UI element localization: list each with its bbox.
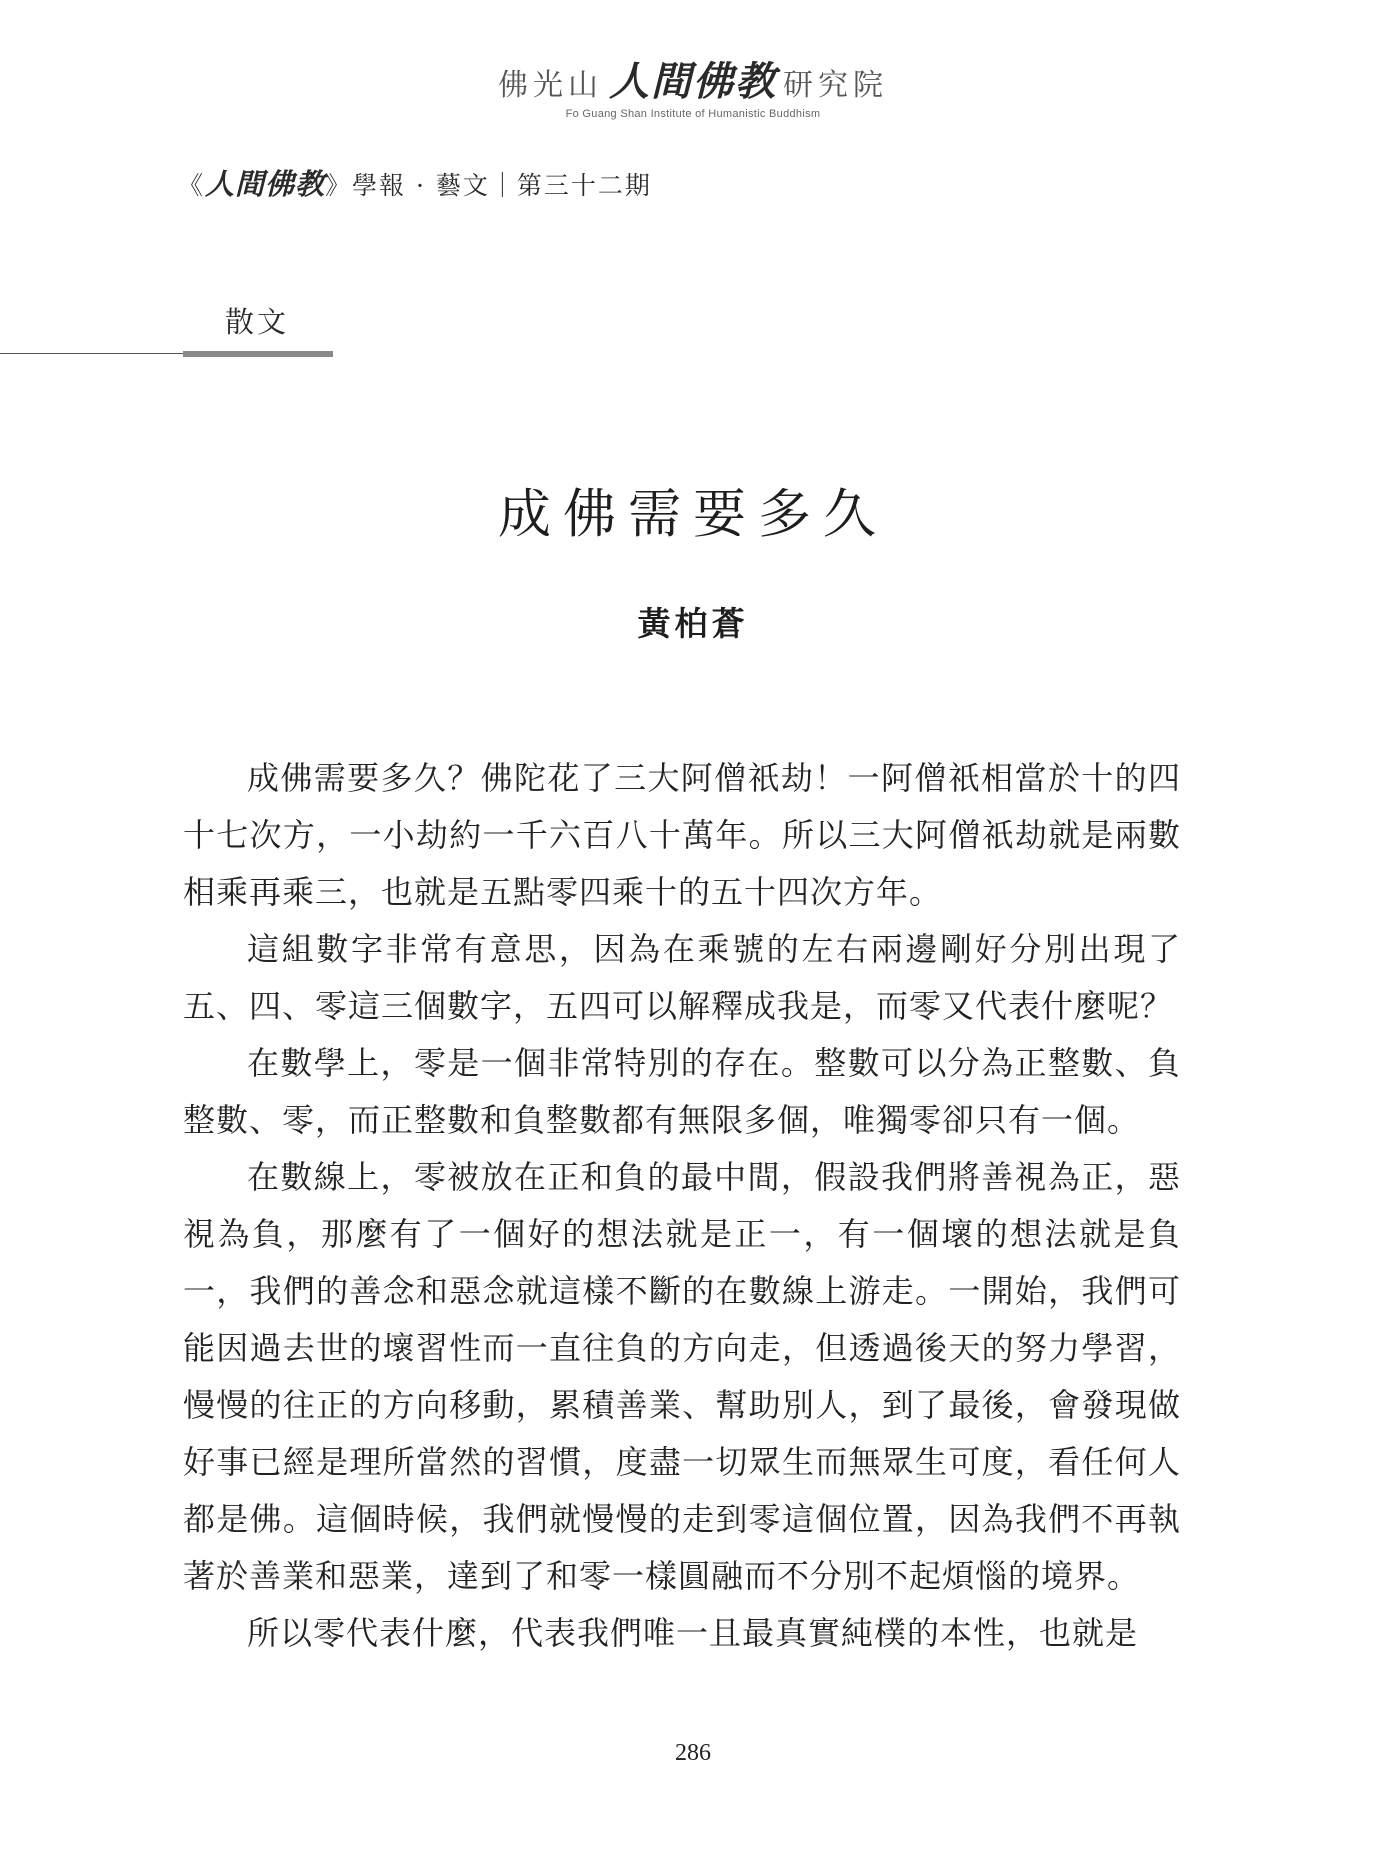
- institute-prefix: 佛光山: [498, 68, 603, 103]
- institute-name: [0, 58, 1386, 106]
- journal-running-head: [178, 162, 652, 203]
- journal-open-bracket: 《: [178, 171, 206, 200]
- body-paragraph: 這組數字非常有意思，因為在乘號的左右兩邊剛好分別出現了五、四、零這三個數字，五四可以解釋成我是，而零又代表什麼呢？: [183, 930, 1181, 1025]
- body-paragraph: 在數線上，零被放在正和負的最中間，假設我們將善視為正，惡視為負，那麼有了一個好的想法就是正一，有一個壞的想法就是負一，我們的善念和惡念就這樣不斷的在數線上游走。一開始，我們可能因過去世的壞習性而一直往負的方向走，但透過後天的努力學習，慢慢的往正的方向移動，累積善業、幫助別人，到了最後，會發現做好事已經是理所當然的習慣，度盡一切眾生而無眾生可度，看任何人都是佛。這個時候，我們就慢慢的走到零這個位置，因為我們不再執著於善業和惡業，達到了和零一樣圓融而不分別不起煩惱的境界。: [183, 1158, 1181, 1595]
- article-title: 成佛需要多久: [498, 484, 888, 545]
- section-underline: [183, 351, 333, 357]
- journal-brand: 人間佛教: [205, 167, 326, 201]
- article-author: 黃柏蒼: [637, 604, 749, 643]
- article-body: [183, 750, 1181, 1662]
- institute-logo: [0, 58, 1386, 120]
- section-label: 散文: [225, 305, 290, 339]
- body-paragraph: 成佛需要多久？佛陀花了三大阿僧祇劫！一阿僧祇相當於十的四十七次方，一小劫約一千六百八十萬年。所以三大阿僧祇劫就是兩數相乘再乘三，也就是五點零四乘十的五十四次方年。: [183, 759, 1181, 911]
- page-number: 286: [675, 1740, 711, 1766]
- institute-suffix: 研究院: [783, 68, 888, 103]
- body-paragraph: 所以零代表什麼，代表我們唯一且最真實純樸的本性，也就是: [247, 1614, 1139, 1652]
- journal-close-bracket: 》: [325, 171, 353, 200]
- institute-brand: 人間佛教: [609, 58, 777, 105]
- institute-english-name: Fo Guang Shan Institute of Humanistic Buddhism: [565, 108, 821, 120]
- body-paragraph: 在數學上，零是一個非常特別的存在。整數可以分為正整數、負整數、零，而正整數和負整數都有無限多個，唯獨零卻只有一個。: [183, 1044, 1181, 1139]
- journal-issue: 學報 · 藝文｜第三十二期: [352, 171, 652, 200]
